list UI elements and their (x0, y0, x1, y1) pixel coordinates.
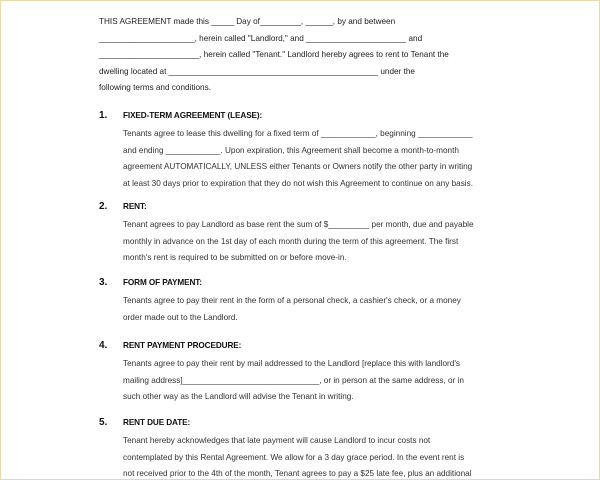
section-title: RENT: (123, 202, 147, 211)
body-line: Tenants agree to pay their rent by mail addressed to the Landlord [replace this with landlord's (123, 359, 460, 368)
section-title: FORM OF PAYMENT: (123, 278, 202, 287)
section-number: 1. (99, 110, 108, 121)
section-rent (99, 201, 499, 267)
body-line: agreement AUTOMATICALLY, UNLESS either Tenants or Owners notify the other party in writing (123, 162, 473, 171)
body-line: Tenants agree to lease this dwelling for a fixed term of ____________, beginning ____________ (123, 129, 473, 138)
intro-line: _____________________, herein called "Landlord," and ______________________ and (99, 33, 423, 43)
intro-line: following terms and conditions. (99, 83, 211, 92)
body-line: mailing address]______________________________, or in person at the same address, or in (123, 375, 464, 385)
intro-paragraph (99, 14, 519, 97)
body-line: not received prior to the 4th of the month, Tenant agrees to pay a $25 late fee, plus an additional (123, 469, 472, 478)
section-number: 5. (99, 417, 108, 428)
section-body (123, 433, 499, 480)
body-line: Tenant agrees to pay Landlord as base rent the sum of $_________ per month, due and payable (123, 220, 474, 229)
intro-line: ______________________, herein called "Tenant." Landlord hereby agrees to rent to Tenant the (99, 50, 449, 59)
section-body (123, 293, 499, 326)
section-body (123, 126, 499, 192)
body-line: monthly in advance on the 1st day of each month during the term of this agreement. The first (123, 236, 459, 246)
section-title: RENT DUE DATE: (123, 418, 191, 427)
body-line: month's rent is required to be submitted on or before move-in. (123, 253, 347, 262)
section-fixed-term (99, 110, 499, 192)
section-body (123, 356, 499, 406)
section-number: 2. (99, 201, 108, 212)
body-line: and ending ____________. Upon expiration, this Agreement shall become a month-to-month (123, 145, 459, 155)
body-line: order made out to the Landlord. (123, 312, 238, 322)
section-body (123, 217, 499, 267)
section-rent-due-date (99, 417, 499, 480)
intro-line: THIS AGREEMENT made this _____ Day of_________, ______, by and between (99, 17, 396, 26)
body-line: contemplated by this Rental Agreement. We allow for a 3 day grace period. In the event rent is (123, 452, 465, 462)
intro-line: dwelling located at ______________________________________________ under the (99, 66, 415, 76)
section-form-of-payment (99, 277, 499, 326)
body-line: Tenants agree to pay their rent in the form of a personal check, a cashier's check, or a money (123, 296, 461, 305)
body-line: Tenant hereby acknowledges that late payment will cause Landlord to incur costs not (123, 436, 431, 445)
section-title: RENT PAYMENT PROCEDURE: (123, 341, 242, 350)
body-line: at least 30 days prior to expiration that they do not wish this Agreement to continue on any basis. (123, 178, 473, 188)
section-number: 4. (99, 340, 108, 351)
section-title: FIXED-TERM AGREEMENT (LEASE): (123, 111, 263, 120)
section-number: 3. (99, 277, 108, 288)
section-rent-payment-procedure (99, 340, 499, 406)
body-line: such other way as the Landlord will advise the Tenant in writing. (123, 392, 354, 401)
